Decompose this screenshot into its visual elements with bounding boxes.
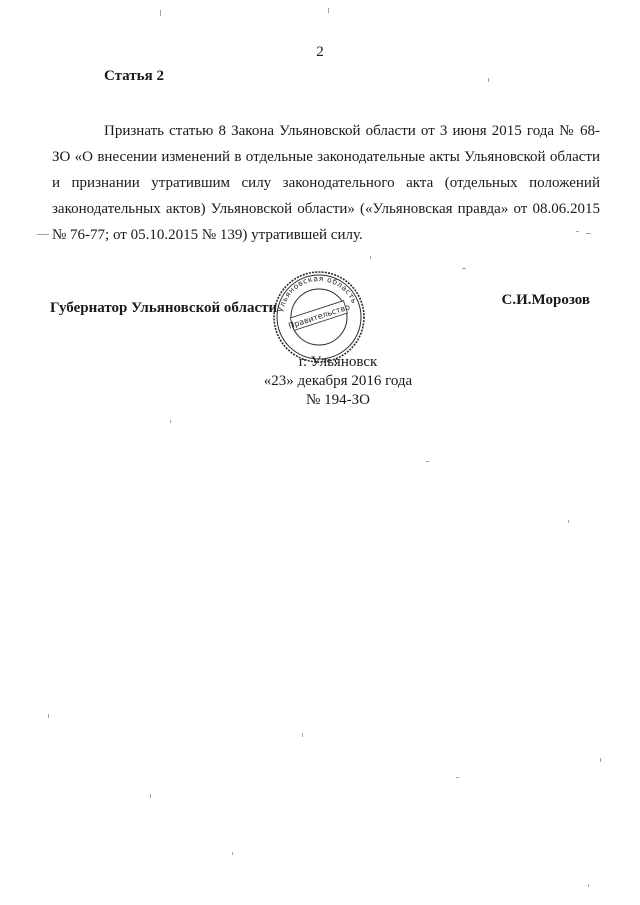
scan-speck bbox=[568, 520, 569, 523]
place-date-block bbox=[228, 353, 448, 410]
signatory-name: С.И.Морозов bbox=[501, 292, 590, 308]
scan-speck bbox=[150, 794, 151, 798]
scan-speck bbox=[370, 256, 371, 259]
scan-speck bbox=[170, 420, 171, 423]
place-city: г. Ульяновск bbox=[298, 354, 378, 370]
scan-speck bbox=[600, 758, 601, 762]
scan-speck bbox=[586, 233, 591, 234]
seal-center-text: Правительство bbox=[287, 302, 351, 331]
scan-speck bbox=[328, 8, 329, 13]
scan-speck bbox=[232, 852, 233, 855]
scan-speck bbox=[48, 714, 49, 718]
signatory-position: Губернатор Ульяновской области bbox=[50, 300, 278, 316]
scan-speck bbox=[488, 78, 489, 82]
article-paragraph: Признать статью 8 Закона Ульяновской области от 3 июня 2015 года № 68-ЗО «О внесении изменений в отдельные законодательные акты Ульяновской области и признании утратившим силу законодательного акта (отдельных положений законодательных актов) Ульяновской области» («Ульяновская правда» от 08.06.2015 № 76-77; от 05.10.2015 № 139) утратившей силу. bbox=[52, 123, 600, 243]
scan-speck bbox=[160, 10, 161, 16]
page-number: 2 bbox=[316, 44, 324, 60]
scan-speck bbox=[462, 268, 466, 269]
official-seal bbox=[272, 270, 366, 364]
scan-speck bbox=[456, 777, 459, 778]
article-heading: Статья 2 bbox=[104, 68, 164, 84]
scan-speck bbox=[302, 733, 303, 737]
scan-speck bbox=[576, 231, 579, 232]
seal-stamp-icon bbox=[272, 270, 366, 364]
law-number: № 194-ЗО bbox=[306, 392, 370, 408]
scan-speck bbox=[37, 234, 49, 235]
law-date: «23» декабря 2016 года bbox=[263, 373, 413, 389]
seal-ring-text: Ульяновская область bbox=[276, 273, 360, 313]
scan-speck bbox=[426, 461, 429, 462]
scan-speck bbox=[588, 884, 589, 887]
